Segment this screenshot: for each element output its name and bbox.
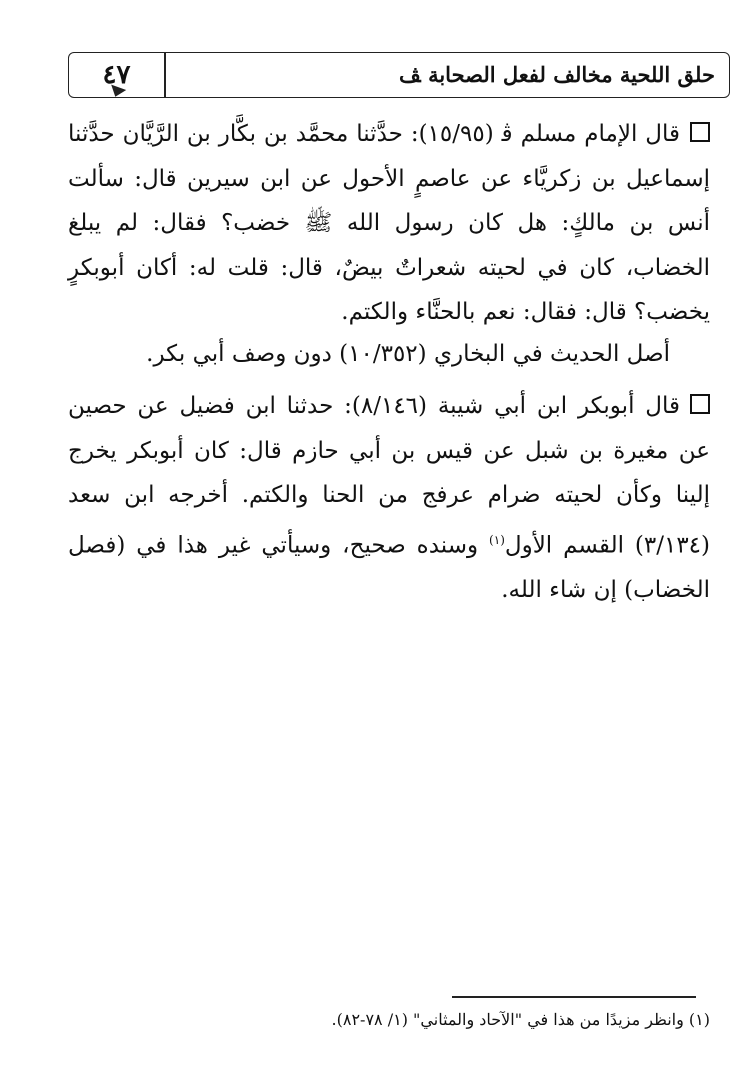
paragraph-text [68, 384, 710, 612]
checkbox-square-icon [690, 122, 710, 142]
footnote: (١) وانظر مزيدًا من هذا في "الآحاد والمثاني" (١/ ٧٨-٨٢). [331, 1010, 710, 1029]
paragraph-muslim-hadith [68, 112, 710, 335]
paragraph-bukhari-note [68, 332, 710, 377]
paragraph-3-text-a: قال أبوبكر ابن أبي شيبة (٨/١٤٦): حدثنا ابن فضيل عن حصين عن مغيرة بن شبل عن قيس بن أبي حازم قال: كان أبوبكر يخرج إلينا وكأن لحيته ضرام عرفج من الحنا والكتم. أخرجه ابن سعد (٣/١٣٤) القسم الأول [68, 393, 711, 559]
paragraph-ibn-abi-shaybah [68, 384, 710, 612]
paragraph-1-text: قال الإمام مسلم ﭬ (١٥/٩٥): حدَّثنا محمَّد بن بكَّار بن الرَّيَّان حدَّثنا إسماعيل بن زكريَّاء عن عاصمٍ الأحول عن ابن سيرين قال: سألت أنس بن مالكٍ: هل كان رسول الله ﷺ خضب؟ فقال: لم يبلغ الخضاب، كان في لحيته شعراتٌ بيضٌ، قال: قلت له: أكان أبوبكرٍ يخضب؟ قال: فقال: نعم بالحنَّاء والكتم. [68, 121, 710, 325]
paragraph-text [68, 112, 710, 335]
header-divider [164, 53, 166, 97]
checkbox-square-icon [690, 394, 710, 414]
page-number: ٤٧ [102, 60, 131, 90]
paragraph-3-text-b: وسنده صحيح، وسيأتي غير هذا في (فصل الخضاب) إن شاء الله. [68, 532, 710, 603]
footnote-marker[interactable]: (١) [489, 532, 505, 547]
page-header [68, 52, 730, 98]
paragraph-2-text: أصل الحديث في البخاري (١٠/٣٥٢) دون وصف أبي بكر. [146, 341, 670, 367]
footnote-separator [452, 996, 696, 998]
running-title: حلق اللحية مخالف لفعل الصحابة ﭫ [399, 62, 715, 87]
